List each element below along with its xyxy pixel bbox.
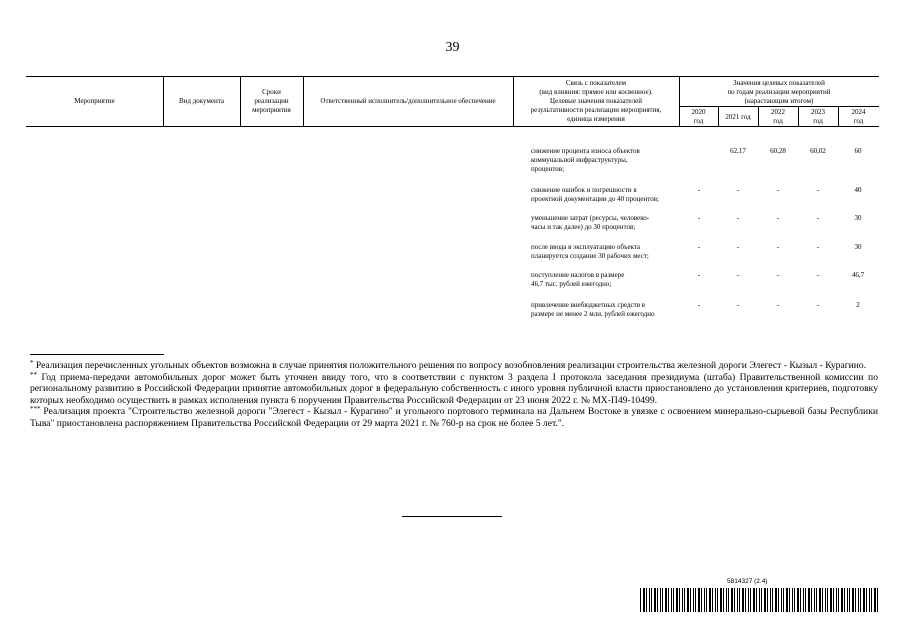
value-2024: 30 xyxy=(854,243,862,251)
value-2023: - xyxy=(816,186,820,194)
value-2021: - xyxy=(736,214,740,222)
value-2021: - xyxy=(736,301,740,309)
end-separator xyxy=(402,516,502,517)
value-2021: - xyxy=(736,271,740,279)
value-2020: - xyxy=(697,243,701,251)
value-2022: - xyxy=(776,271,780,279)
table-header-bottom-border xyxy=(26,126,879,127)
barcode-number: 5814327 (2.4) xyxy=(727,578,768,585)
indicator-text: уменьшение затрат (ресурсы, человеко- часы и так далее) до 30 процентов; xyxy=(531,214,650,231)
value-2024: 60 xyxy=(854,147,862,155)
value-2024: 46,7 xyxy=(851,271,865,279)
table-top-border xyxy=(26,76,879,77)
value-2023: - xyxy=(816,243,820,251)
header-document-type: Вид документа xyxy=(178,97,225,105)
header-indicator-link: Связь с показателем (вид влияния: прямое или косвенное). Целевые значения показателей результативности реализации мероприятия, единица измерения xyxy=(530,79,662,123)
footnote-1: * Реализация перечисленных угольных объектов возможна в случае принятия положительного решения по вопросу возобновления реализации строительства железной дороги Элегест - Кызыл - Курагино. xyxy=(30,359,867,371)
value-2021: - xyxy=(736,243,740,251)
value-2023: - xyxy=(816,214,820,222)
value-2022: - xyxy=(776,301,780,309)
header-deadlines: Сроки реализации мероприятия xyxy=(252,88,291,114)
value-2021: 62,17 xyxy=(730,147,746,155)
header-target-values: Значения целевых показателей по годам реализации мероприятий (нарастающим итогом) xyxy=(727,79,831,105)
indicator-text: привлечение внебюджетных средств в размере не менее 2 млн. рублей ежегодно xyxy=(531,301,655,318)
header-year-2021: 2021 год xyxy=(725,113,751,121)
value-2022: - xyxy=(776,243,780,251)
barcode-image xyxy=(640,588,878,612)
header-executor: Ответственный исполнитель/дополнительное обеспечение xyxy=(320,97,496,105)
value-2022: - xyxy=(776,186,780,194)
indicator-text: поступление налогов в размере 46,7 тыс. рублей ежегодно; xyxy=(531,271,625,288)
header-year-2022: 2022 год xyxy=(771,108,785,125)
header-year-2020: 2020 год xyxy=(691,108,706,125)
indicator-text: снижение процента износа объектов коммунальной инфраструктуры, процентов; xyxy=(531,147,640,173)
footnotes xyxy=(30,360,878,430)
value-2023: 60,02 xyxy=(810,147,826,155)
value-2020: - xyxy=(697,301,701,309)
footnote-2: ** Год приема-передачи автомобильных дорог может быть уточнен ввиду того, что в соответствии с пунктом 3 раздела I протокола заседания президиума (штаба) Правительственной комиссии по региональному развитию в Российской Федерации принятие автомобильных дорог в федеральную собственность с иного уровня публичной власти приостановлено до установления критериев, подготовку которых необходимо осуществить в рамках исполнения пункта 6 поручения Правительства Российской Федерации от 23 июня 2022 г. № МХ-П49-10499. xyxy=(30,370,878,406)
page-number: 39 xyxy=(445,40,460,55)
footnote-separator xyxy=(30,354,164,355)
value-2024: 40 xyxy=(854,186,862,194)
value-2020: - xyxy=(697,271,701,279)
value-2022: - xyxy=(776,214,780,222)
footnote-3: *** Реализация проекта "Строительство железной дороги "Элегест - Кызыл - Курагино" и угольного портового терминала на Дальнем Востоке в увязке с освоением минерально-сырьевой базы Республики Тыва" приостановлена распоряжением Правительства Российской Федерации от 29 марта 2021 г. № 760-р на срок не более 5 лет.". xyxy=(30,405,878,429)
value-2023: - xyxy=(816,271,820,279)
value-2024: 2 xyxy=(856,301,860,309)
value-2022: 60,28 xyxy=(770,147,786,155)
indicator-text: после ввода в эксплуатацию объекта планируется создание 30 рабочих мест; xyxy=(531,243,649,260)
value-2020: - xyxy=(697,186,701,194)
header-year-2023: 2023 год xyxy=(811,108,825,125)
value-2020: - xyxy=(697,214,701,222)
years-top-border xyxy=(679,106,879,107)
value-2024: 30 xyxy=(854,214,862,222)
header-activity: Мероприятие xyxy=(74,97,115,105)
header-year-2024: 2024 год xyxy=(851,108,866,125)
indicator-text: снижение ошибок и погрешности в проектной документации до 40 процентов; xyxy=(531,186,659,203)
value-2023: - xyxy=(816,301,820,309)
value-2021: - xyxy=(736,186,740,194)
